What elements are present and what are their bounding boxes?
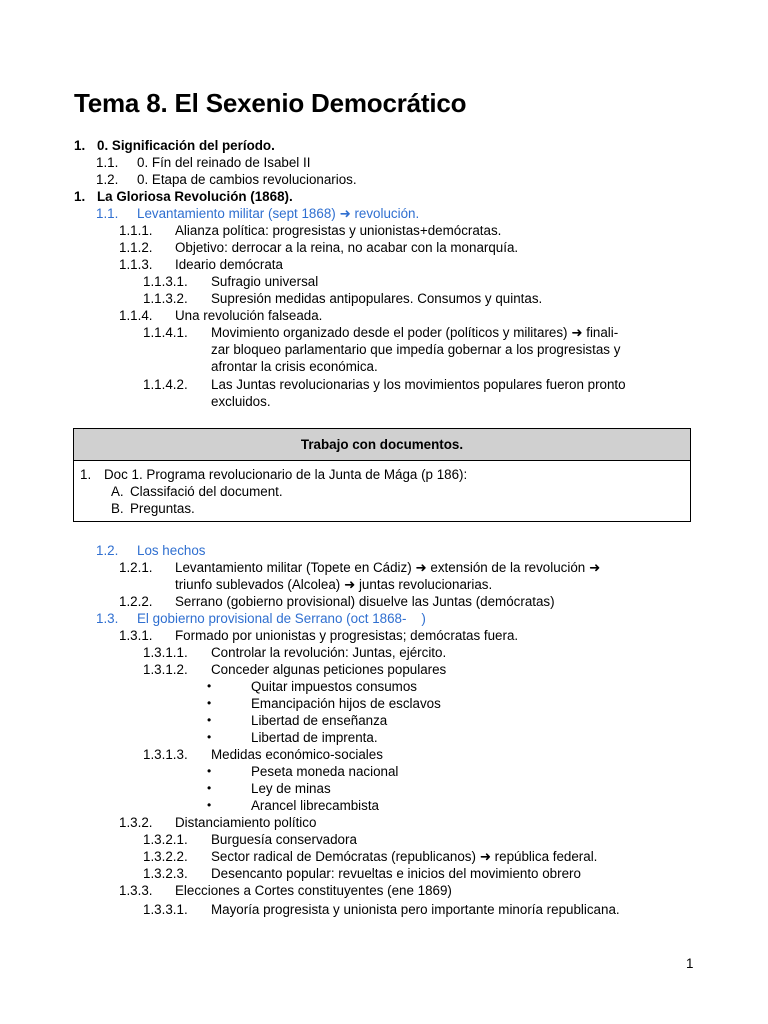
item-number: 1.2.2. bbox=[119, 594, 153, 609]
item-text: zar bloqueo parlamentario que impedía gobernar a los progresistas y bbox=[211, 342, 621, 357]
outline-item bbox=[0, 627, 768, 644]
item-text-main: Levantamiento militar (sept 1868) bbox=[137, 206, 336, 221]
page-number: 1 bbox=[686, 956, 694, 971]
item-text-mid: extensión de la revolución bbox=[430, 560, 586, 575]
item-text-tail: revolución. bbox=[354, 206, 420, 221]
item-continuation bbox=[0, 341, 768, 358]
item-number: 1.1.3. bbox=[119, 257, 153, 272]
item-text-main: Sector radical de Demócratas (republicanos) bbox=[211, 849, 476, 864]
item-text: Elecciones a Cortes constituyentes (ene 1869) bbox=[175, 883, 452, 898]
item-number: 1. bbox=[80, 467, 92, 482]
item-text: afrontar la crisis económica. bbox=[211, 359, 378, 374]
item-text: 0. Fín del reinado de Isabel II bbox=[137, 155, 311, 170]
outline-item bbox=[0, 137, 768, 154]
doc-item bbox=[74, 466, 690, 483]
outline-item bbox=[0, 307, 768, 324]
item-number: 1.1. bbox=[96, 206, 119, 221]
outline-item bbox=[0, 256, 768, 273]
outline-item bbox=[0, 882, 768, 899]
outline-item bbox=[0, 542, 768, 559]
item-number: 1.2. bbox=[96, 172, 119, 187]
item-text: Alianza política: progresistas y unionistas+demócratas. bbox=[175, 223, 502, 238]
outline-item bbox=[0, 848, 768, 865]
item-text: Sufragio universal bbox=[211, 274, 319, 289]
item-text: Serrano (gobierno provisional) disuelve las Juntas (demócratas) bbox=[175, 594, 555, 609]
item-text-main: triunfo sublevados (Alcolea) bbox=[175, 577, 341, 592]
item-text: Desencanto popular: revueltas e inicios del movimiento obrero bbox=[211, 866, 581, 881]
item-text: 0. Etapa de cambios revolucionarios. bbox=[137, 172, 357, 187]
item-text: Supresión medidas antipopulares. Consumos y quintas. bbox=[211, 291, 543, 306]
item-continuation bbox=[0, 576, 768, 593]
item-text-tail: juntas revolucionarias. bbox=[358, 577, 493, 592]
item-text: Una revolución falseada. bbox=[175, 308, 323, 323]
outline-item bbox=[0, 610, 768, 627]
item-text: Libertad de enseñanza bbox=[251, 713, 388, 728]
arrow-icon: ➜ bbox=[343, 577, 356, 592]
bullet-item bbox=[0, 712, 768, 729]
item-number: 1.3.1.1. bbox=[143, 645, 188, 660]
item-text: Ideario demócrata bbox=[175, 257, 283, 272]
item-text: Ley de minas bbox=[251, 781, 331, 796]
item-text: Doc 1. Programa revolucionario de la Junta de Mága (p 186): bbox=[104, 467, 468, 482]
item-number: 1. bbox=[74, 189, 86, 204]
item-number: 1.3.2.3. bbox=[143, 866, 188, 881]
doc-item bbox=[74, 500, 690, 517]
item-continuation bbox=[0, 393, 768, 410]
outline-item bbox=[0, 290, 768, 307]
bullet-item bbox=[0, 763, 768, 780]
item-text: Classifació del document. bbox=[130, 484, 283, 499]
outline-item bbox=[0, 273, 768, 290]
outline-item bbox=[0, 865, 768, 882]
arrow-icon: ➜ bbox=[588, 560, 601, 575]
item-number: 1.1.1. bbox=[119, 223, 153, 238]
item-text bbox=[175, 576, 492, 593]
outline-item bbox=[0, 222, 768, 239]
bullet-icon: • bbox=[207, 679, 212, 693]
item-number: 1.3.1. bbox=[119, 628, 153, 643]
item-number: B. bbox=[111, 501, 124, 516]
bullet-icon: • bbox=[207, 696, 212, 710]
item-number: 1.3.2.1. bbox=[143, 832, 188, 847]
item-text: Emancipación hijos de esclavos bbox=[251, 696, 441, 711]
outline-item bbox=[0, 239, 768, 256]
item-text-main: Levantamiento militar (Topete en Cádiz) bbox=[175, 560, 412, 575]
item-number: 1.3.1.2. bbox=[143, 662, 188, 677]
item-text bbox=[211, 324, 618, 341]
item-text: Libertad de imprenta. bbox=[251, 730, 378, 745]
documents-box bbox=[73, 428, 691, 522]
page-title: Tema 8. El Sexenio Democrático bbox=[74, 88, 467, 118]
outline-item bbox=[0, 559, 768, 576]
item-number: 1.3.2. bbox=[119, 815, 153, 830]
item-number: 1.1. bbox=[96, 155, 119, 170]
item-number: 1.1.4. bbox=[119, 308, 153, 323]
bullet-icon: • bbox=[207, 781, 212, 795]
bullet-icon: • bbox=[207, 798, 212, 812]
item-text: Las Juntas revolucionarias y los movimientos populares fueron pronto bbox=[211, 377, 626, 392]
outline-item bbox=[0, 746, 768, 763]
item-text: Peseta moneda nacional bbox=[251, 764, 399, 779]
outline-item bbox=[0, 644, 768, 661]
item-number: A. bbox=[111, 484, 124, 499]
item-text: Objetivo: derrocar a la reina, no acabar con la monarquía. bbox=[175, 240, 519, 255]
arrow-icon: ➜ bbox=[339, 206, 351, 221]
bullet-icon: • bbox=[207, 764, 212, 778]
item-text: Burguesía conservadora bbox=[211, 832, 357, 847]
item-text-tail: finali- bbox=[586, 325, 619, 340]
item-text: La Gloriosa Revolución (1868). bbox=[97, 189, 293, 204]
outline-item bbox=[0, 593, 768, 610]
item-number: 1.1.3.1. bbox=[143, 274, 188, 289]
item-number: 1.3. bbox=[96, 611, 119, 626]
item-text: Conceder algunas peticiones populares bbox=[211, 662, 447, 677]
item-number: 1.1.2. bbox=[119, 240, 153, 255]
documents-box-header: Trabajo con documentos. bbox=[74, 429, 690, 461]
bullet-item bbox=[0, 678, 768, 695]
bullet-item bbox=[0, 797, 768, 814]
item-text bbox=[175, 559, 600, 576]
bullet-icon: • bbox=[207, 713, 212, 727]
item-text bbox=[211, 848, 597, 865]
arrow-icon: ➜ bbox=[571, 325, 583, 340]
item-number: 1.3.3. bbox=[119, 883, 153, 898]
item-text: Controlar la revolución: Juntas, ejército. bbox=[211, 645, 447, 660]
item-number: 1. bbox=[74, 138, 86, 153]
item-number: 1.3.1.3. bbox=[143, 747, 188, 762]
outline-item bbox=[0, 376, 768, 393]
item-text: Medidas económico-sociales bbox=[211, 747, 383, 762]
outline-item bbox=[0, 901, 768, 918]
item-number: 1.1.4.2. bbox=[143, 377, 188, 392]
item-text: Arancel librecambista bbox=[251, 798, 380, 813]
outline-item bbox=[0, 188, 768, 205]
item-text: excluidos. bbox=[211, 394, 271, 409]
arrow-icon: ➜ bbox=[415, 560, 427, 575]
item-number: 1.2. bbox=[96, 543, 119, 558]
item-text: Formado por unionistas y progresistas; demócratas fuera. bbox=[175, 628, 519, 643]
item-text: Mayoría progresista y unionista pero importante minoría republicana. bbox=[211, 902, 620, 917]
outline-item bbox=[0, 814, 768, 831]
item-text: Quitar impuestos consumos bbox=[251, 679, 417, 694]
item-text bbox=[137, 205, 419, 222]
item-number: 1.3.2.2. bbox=[143, 849, 188, 864]
item-text: El gobierno provisional de Serrano (oct 1868- ) bbox=[137, 611, 426, 626]
item-text-tail: república federal. bbox=[494, 849, 598, 864]
item-number: 1.1.4.1. bbox=[143, 325, 188, 340]
item-number: 1.3.3.1. bbox=[143, 902, 188, 917]
doc-item bbox=[74, 483, 690, 500]
arrow-icon: ➜ bbox=[479, 849, 491, 864]
bullet-item bbox=[0, 780, 768, 797]
item-number: 1.2.1. bbox=[119, 560, 153, 575]
item-text: Preguntas. bbox=[130, 501, 195, 516]
item-text: Distanciamiento político bbox=[175, 815, 317, 830]
bullet-icon: • bbox=[207, 730, 212, 744]
outline-item bbox=[0, 171, 768, 188]
outline-item bbox=[0, 324, 768, 341]
item-text: Los hechos bbox=[137, 543, 206, 558]
item-text: 0. Significación del período. bbox=[97, 138, 275, 153]
outline-item bbox=[0, 154, 768, 171]
item-number: 1.1.3.2. bbox=[143, 291, 188, 306]
outline-item bbox=[0, 661, 768, 678]
outline-item bbox=[0, 205, 768, 222]
bullet-item bbox=[0, 729, 768, 746]
outline-item bbox=[0, 831, 768, 848]
item-text-main: Movimiento organizado desde el poder (políticos y militares) bbox=[211, 325, 568, 340]
bullet-item bbox=[0, 695, 768, 712]
item-continuation bbox=[0, 358, 768, 375]
